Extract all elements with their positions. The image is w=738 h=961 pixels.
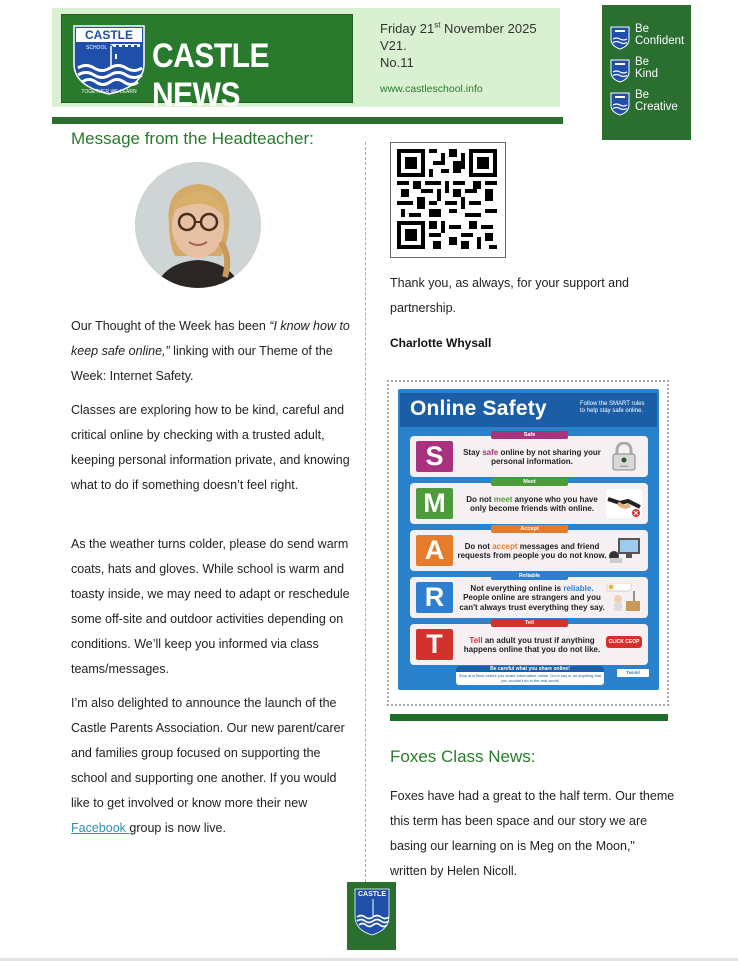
website-link[interactable]: www.castleschool.info — [380, 83, 483, 95]
rule-text: Stay safe online by not sharing your personal information. — [463, 447, 601, 466]
rule-letter: R — [416, 582, 453, 613]
foxes-paragraph: Foxes have had a great to the half term. Our theme this term has been space and our story we are basing our learning on is Meg on the Moon," written by Helen Nicoll. — [390, 789, 675, 878]
value-be-creative: Be Creative — [610, 89, 678, 116]
issue-date: Friday 21st November 2025 — [380, 20, 537, 36]
rule-tag: Meet — [491, 478, 568, 486]
masthead-title: CASTLE NEWS — [152, 37, 270, 114]
poster-footer — [456, 666, 604, 685]
column-divider — [365, 142, 366, 882]
rule-tag: Accept — [491, 525, 568, 533]
crest-icon — [610, 26, 630, 50]
parents-association-paragraph: I’m also delighted to announce the launch of the Castle Parents Association. Our new parent/carer and families group focused on supporting the school and supporting one another. If you would like to get involved or know more their new Facebook group is now live. — [71, 696, 345, 835]
rule-tag: Tell — [491, 619, 568, 627]
crest-icon — [610, 59, 630, 83]
poster-footer-title: Be careful what you share online! — [456, 666, 604, 672]
school-crest-icon — [72, 24, 146, 96]
foxes-rule — [390, 714, 668, 721]
rule-letter: A — [416, 535, 453, 566]
crest-icon — [610, 92, 630, 116]
thought-of-week-paragraph: Our Thought of the Week has been “I know how to keep safe online,” linking with our Theme of the Week: Internet Safety. — [71, 319, 350, 383]
rule-text: Tell an adult you trust if anything happens online that you do not like. — [463, 635, 601, 654]
svg-text:CASTLE: CASTLE — [85, 28, 133, 42]
padlock-icon — [606, 442, 642, 471]
poster-subtitle: Follow the SMART rules to help stay safe online. — [580, 401, 645, 414]
rule-text: Do not accept messages and friend requests from people you do not know. — [457, 541, 607, 560]
poster-brand-logo: Twinkl — [617, 669, 649, 677]
computer-icon — [606, 536, 642, 565]
poster-title: Online Safety — [410, 397, 547, 420]
svg-text:SCHOOL: SCHOOL — [86, 45, 108, 51]
rule-letter: S — [416, 441, 453, 472]
svg-text:TOGETHER WE LEARN: TOGETHER WE LEARN — [81, 89, 137, 95]
smart-rule-reliable — [410, 573, 648, 618]
handshake-icon — [606, 489, 642, 518]
qr-code-icon — [397, 149, 497, 249]
smart-rule-safe — [410, 432, 648, 477]
issue-info — [380, 20, 537, 71]
school-crest-icon — [354, 888, 390, 936]
rule-text: Do not meet anyone who you have only become friends with online. — [466, 494, 598, 513]
svg-text:*****: ***** — [620, 464, 628, 469]
footer-crest — [347, 882, 396, 950]
rule-text: Not everything online is reliable. People online are strangers and you can't always trust everything they say. — [459, 583, 605, 612]
smart-rule-tell — [410, 620, 648, 665]
issue-volume: V21. — [380, 38, 407, 53]
thanks-paragraph: Thank you, as always, for your support and partnership. — [390, 276, 630, 315]
poster-header — [400, 393, 657, 427]
headteacher-heading: Message from the Headteacher: — [71, 129, 314, 148]
ceop-button[interactable]: CLICK CEOP — [606, 636, 642, 648]
masthead — [61, 14, 353, 114]
rule-letter: T — [416, 629, 453, 660]
smart-rule-accept — [410, 526, 648, 571]
smart-rule-meet — [410, 479, 648, 524]
rule-tag: Reliable — [491, 572, 568, 580]
weather-paragraph: As the weather turns colder, please do send warm coats, hats and gloves. While school is warm and toasty inside, we may need to adapt or reschedule some off-site and outdoor activities depending on conditions. We’ll keep you informed via class teams/messages. — [71, 537, 350, 676]
value-be-kind: Be Kind — [610, 56, 658, 83]
rule-letter: M — [416, 488, 453, 519]
qr-code[interactable] — [390, 142, 506, 258]
online-safety-poster — [398, 389, 659, 690]
person-at-desk-icon — [606, 583, 642, 612]
svg-text:CASTLE: CASTLE — [358, 891, 386, 898]
poster-footer-text: Stop and think before you share information online. Don't say or do anything that you wouldn't do in the real world! — [458, 673, 602, 683]
issue-number: No.11 — [380, 55, 414, 70]
foxes-heading: Foxes Class News: — [390, 747, 536, 766]
portrait-image — [135, 162, 261, 288]
rule-tag: Safe — [491, 431, 568, 439]
headteacher-portrait — [135, 162, 261, 288]
header-rule — [52, 117, 563, 124]
facebook-link[interactable]: Facebook — [71, 821, 130, 835]
headteacher-signature: Charlotte Whysall — [390, 336, 492, 350]
value-be-confident: Be Confident — [610, 23, 684, 50]
classes-paragraph: Classes are exploring how to be kind, careful and critical online by checking with a trusted adult, keeping personal information private, and knowing what to do if something doesn’t feel right. — [71, 403, 350, 492]
school-values-panel — [602, 5, 691, 140]
